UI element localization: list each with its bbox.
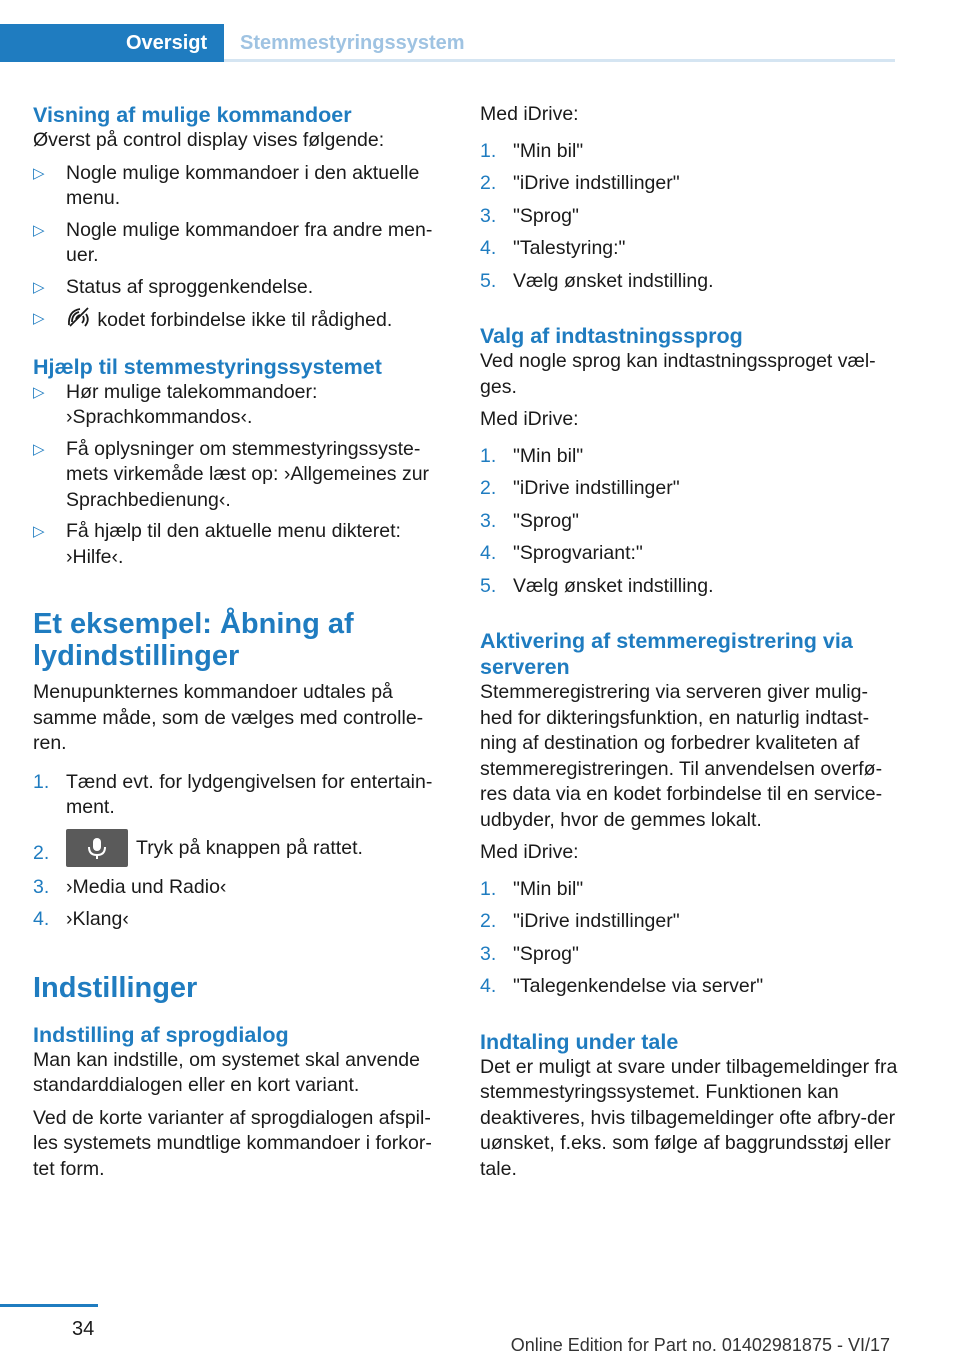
no-connection-icon <box>66 306 92 336</box>
list-item: 1. Tænd evt. for lydgengivelsen for entertain-ment. <box>33 770 433 818</box>
paragraph-med-idrive: Med iDrive: <box>480 408 579 430</box>
idrive-steps-1 <box>480 139 900 295</box>
heading-indtaling: Indtaling under tale <box>480 1029 679 1054</box>
paragraph-aktivering: Stemmeregistrering via serveren giver mulig-hed for dikteringsfunktion, en naturlig indtast-ning af destination og forbedrer kvaliteten af stemmeregistreringen. Til anvendelsen overfø-res data via en kodet forbindelse til en service-udbyder, hvor de gemmes lokalt. <box>480 681 883 831</box>
triangle-bullet-icon: ▷ <box>33 278 45 296</box>
heading-aktivering: Aktivering af stemmeregistrering via serveren <box>480 629 853 679</box>
paragraph-med-idrive: Med iDrive: <box>480 841 579 863</box>
list-item: 2. "iDrive indstillinger" <box>480 910 680 932</box>
triangle-bullet-icon: ▷ <box>33 164 45 182</box>
tab-oversigt[interactable]: Oversigt <box>0 24 224 62</box>
idrive-steps-2 <box>480 444 900 600</box>
list-item: 4. "Talegenkendelse via server" <box>480 975 764 997</box>
right-column <box>480 102 900 1189</box>
list-item: 1. "Min bil" <box>480 139 584 162</box>
list-item: 1. "Min bil" <box>480 444 584 467</box>
list-item: ▷ Nogle mulige kommandoer fra andre men-uer. <box>33 218 433 266</box>
header-divider <box>224 59 895 62</box>
paragraph-indtaling: Det er muligt at svare under tilbagemeldinger fra stemmestyringssystemet. Funktionen kan deaktiveres, hvis tilbagemeldinger ofte afbry-der uønsket, f.eks. som følge af baggrundsstøj eller tale. <box>480 1055 898 1180</box>
edition-note: Online Edition for Part no. 01402981875 - VI/17 <box>510 1335 890 1355</box>
triangle-bullet-icon: ▷ <box>33 523 45 540</box>
eksempel-steps <box>33 770 451 933</box>
list-item: 2. "iDrive indstillinger" <box>480 172 680 194</box>
list-item: 4. "Talestyring:" <box>480 237 626 259</box>
list-item: 2. "iDrive indstillinger" <box>480 477 680 499</box>
list-item: ▷ Hør mulige talekommandoer: ›Sprachkommandos‹. <box>33 380 318 428</box>
list-item: 4. "Sprogvariant:" <box>480 542 643 564</box>
list-item: 2. Tryk på knappen på rattet. <box>33 828 451 868</box>
heading-eksempel: Et eksempel: Åbning af lydindstillinger <box>33 608 354 672</box>
paragraph-overst: Øverst på control display vises følgende: <box>33 129 385 151</box>
page-number: 34 <box>72 1318 95 1340</box>
idrive-steps-3 <box>480 877 900 1000</box>
visning-list <box>33 161 451 336</box>
hjaelp-list <box>33 380 451 571</box>
list-item: ▷ Status af sproggenkendelse. <box>33 275 451 301</box>
footer-divider <box>0 1304 98 1307</box>
heading-indtastning: Valg af indtastningssprog <box>480 324 743 348</box>
paragraph-sprogdialog-1: Man kan indstille, om systemet skal anvende standarddialogen eller en kort variant. <box>33 1048 420 1096</box>
list-item: 3. "Sprog" <box>480 204 579 227</box>
list-item: 4. ›Klang‹ <box>33 908 129 930</box>
paragraph-sprogdialog-2: Ved de korte varianter af sprogdialogen afspil-les systemets mundtlige kommandoer i forkor-tet form. <box>33 1106 432 1180</box>
heading-visning: Visning af mulige kommandoer <box>33 103 352 127</box>
list-item: 5. Vælg ønsket indstilling. <box>480 269 714 292</box>
page-header <box>0 24 895 62</box>
heading-sprogdialog: Indstilling af sprogdialog <box>33 1022 289 1047</box>
list-item: 3. "Sprog" <box>480 942 579 965</box>
heading-hjaelp: Hjælp til stemmestyringssystemet <box>33 354 382 379</box>
triangle-bullet-icon: ▷ <box>33 440 45 458</box>
paragraph-menupunkt: Menupunkternes kommandoer udtales på samme måde, som de vælges med controlle-ren. <box>33 681 424 754</box>
list-item: 3. ›Media und Radio‹ <box>33 875 227 898</box>
tab-stemmestyringssystem[interactable]: Stemmestyringssystem <box>240 32 465 54</box>
paragraph-med-idrive: Med iDrive: <box>480 103 579 125</box>
list-item: 3. "Sprog" <box>480 509 579 532</box>
list-item: 5. Vælg ønsket indstilling. <box>480 574 714 597</box>
voice-button-icon <box>66 829 128 867</box>
triangle-bullet-icon: ▷ <box>33 310 45 327</box>
triangle-bullet-icon: ▷ <box>33 221 45 239</box>
triangle-bullet-icon: ▷ <box>33 383 45 401</box>
paragraph-indtastning: Ved nogle sprog kan indtastningssproget væl-ges. <box>480 350 876 398</box>
list-item: ▷ Få oplysninger om stemmestyringssyste-mets virkemåde læst op: ›Allgemeines zur Sprachbedienung‹. <box>33 437 430 511</box>
list-item: ▷ Nogle mulige kommandoer i den aktuelle menu. <box>33 161 420 209</box>
list-item: 1. "Min bil" <box>480 877 584 900</box>
left-column <box>33 102 451 1189</box>
list-item: ▷ kodet forbindelse ikke til rådighed. <box>33 306 451 336</box>
list-item: ▷ Få hjælp til den aktuelle menu dikteret: ›Hilfe‹. <box>33 520 401 568</box>
heading-indstillinger: Indstillinger <box>33 971 198 1004</box>
